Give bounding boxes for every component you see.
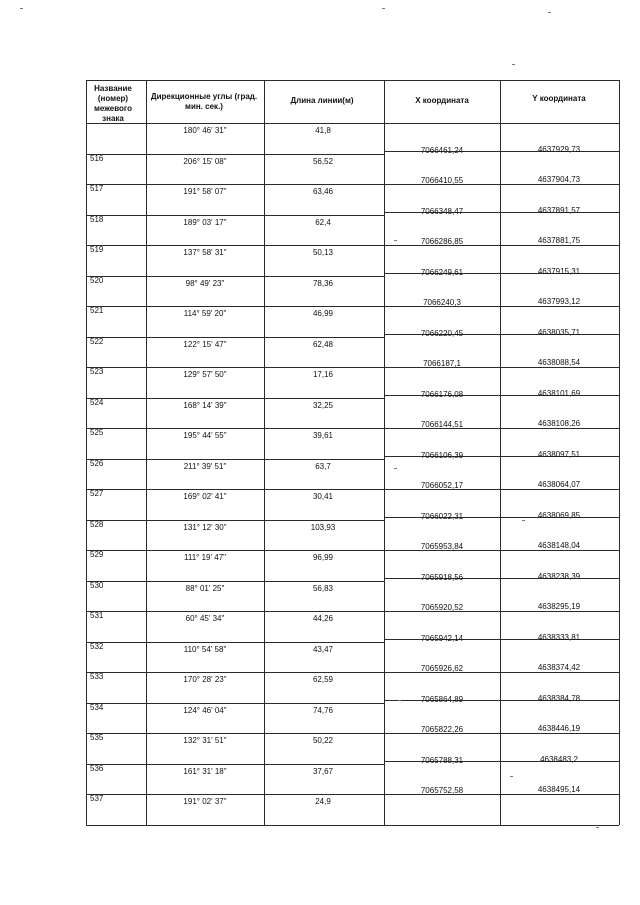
header-x-coordinate: X координата <box>415 96 469 105</box>
y-coordinate-cell: 4638064,07 <box>537 480 581 489</box>
point-name-cell: 519 <box>90 245 104 254</box>
point-name-cell: 527 <box>90 489 104 498</box>
y-coordinate-cell: 4638483,2 <box>540 755 578 764</box>
grid-line <box>264 80 265 825</box>
grid-line <box>86 276 384 277</box>
x-coordinate-cell: 7065920,52 <box>420 603 464 612</box>
point-name-cell: 516 <box>90 154 104 163</box>
grid-line <box>86 80 87 825</box>
point-name-cell: 525 <box>90 428 104 437</box>
length-cell: 41,8 <box>315 126 331 135</box>
x-coordinate-cell: 7066348,47 <box>420 207 464 216</box>
grid-line <box>86 703 384 704</box>
grid-line <box>146 80 147 825</box>
grid-line <box>86 764 384 765</box>
x-coordinate-cell: 7066249,61 <box>420 268 464 277</box>
x-coordinate-cell: 7066240,3 <box>423 298 461 307</box>
y-coordinate-cell: 4637915,31 <box>537 267 581 276</box>
x-coordinate-cell: 7065788,31 <box>420 756 464 765</box>
length-cell: 17,16 <box>312 370 334 379</box>
point-name-cell: 535 <box>90 733 104 742</box>
angle-cell: 132° 31' 51" <box>183 736 227 745</box>
point-name-cell: 530 <box>90 581 104 590</box>
angle-cell: 110° 54' 58" <box>183 645 227 654</box>
x-coordinate-cell: 7066410,55 <box>420 176 464 185</box>
x-coordinate-cell: 7066106,39 <box>420 451 464 460</box>
angle-cell: 137° 58' 31" <box>183 248 227 257</box>
y-coordinate-cell: 4638101,69 <box>537 389 581 398</box>
x-coordinate-cell: 7066461,24 <box>420 146 464 155</box>
grid-line <box>500 80 501 825</box>
point-name-cell: 518 <box>90 215 104 224</box>
x-coordinate-cell: 7066022,31 <box>420 512 464 521</box>
y-coordinate-cell: 4638384,78 <box>537 694 581 703</box>
header-line-length: Длина линии(м) <box>290 96 354 105</box>
point-name-cell: 524 <box>90 398 104 407</box>
grid-line <box>384 80 385 825</box>
y-coordinate-cell: 4638446,19 <box>537 724 581 733</box>
length-cell: 74,76 <box>312 706 334 715</box>
x-coordinate-cell: 7066187,1 <box>423 359 461 368</box>
x-coordinate-cell: 7066286,85 <box>420 237 464 246</box>
angle-cell: 191° 02' 37" <box>183 797 227 806</box>
point-name-cell: 520 <box>90 276 104 285</box>
y-coordinate-cell: 4638035,71 <box>537 328 581 337</box>
length-cell: 44,26 <box>312 614 334 623</box>
length-cell: 32,25 <box>312 401 334 410</box>
y-coordinate-cell: 4638238,39 <box>537 572 581 581</box>
point-name-cell: 522 <box>90 337 104 346</box>
length-cell: 37,67 <box>312 767 334 776</box>
angle-cell: 191° 58' 07" <box>183 187 227 196</box>
angle-cell: 161° 31' 18" <box>183 767 227 776</box>
angle-cell: 111° 19' 47" <box>184 553 226 562</box>
x-coordinate-cell: 7066220,45 <box>420 329 464 338</box>
header-point-name: Название (номер) межевого знака <box>93 84 133 123</box>
point-name-cell: 517 <box>90 184 104 193</box>
angle-cell: 211° 39' 51" <box>183 462 227 471</box>
length-cell: 62,48 <box>312 340 334 349</box>
x-coordinate-cell: 7065942,14 <box>420 634 464 643</box>
grid-line <box>86 520 384 521</box>
y-coordinate-cell: 4638295,19 <box>537 602 581 611</box>
length-cell: 24,9 <box>315 797 331 806</box>
point-name-cell: 526 <box>90 459 104 468</box>
point-name-cell: 533 <box>90 672 104 681</box>
header-y-coordinate: Y координата <box>532 94 586 103</box>
grid-line <box>86 459 384 460</box>
x-coordinate-cell: 7065926,62 <box>420 664 464 673</box>
angle-cell: 131° 12' 30" <box>183 523 227 532</box>
grid-line <box>86 215 384 216</box>
x-coordinate-cell: 7066176,08 <box>420 390 464 399</box>
grid-line <box>86 398 384 399</box>
grid-line <box>86 154 384 155</box>
angle-cell: 122° 15' 47" <box>183 340 227 349</box>
x-coordinate-cell: 7066052,17 <box>420 481 464 490</box>
point-name-cell: 534 <box>90 703 104 712</box>
y-coordinate-cell: 4638108,26 <box>537 419 581 428</box>
angle-cell: 189° 03' 17" <box>183 218 227 227</box>
x-coordinate-cell: 7065822,26 <box>420 725 464 734</box>
length-cell: 39,61 <box>312 431 334 440</box>
angle-cell: 180° 46' 31" <box>183 126 227 135</box>
length-cell: 62,59 <box>312 675 334 684</box>
y-coordinate-cell: 4637929,73 <box>537 145 581 154</box>
x-coordinate-cell: 7066144,51 <box>420 420 464 429</box>
point-name-cell: 529 <box>90 550 104 559</box>
angle-cell: 129° 57' 50" <box>183 370 227 379</box>
length-cell: 63,7 <box>315 462 331 471</box>
y-coordinate-cell: 4638333,81 <box>537 633 581 642</box>
y-coordinate-cell: 4638495,14 <box>537 785 581 794</box>
angle-cell: 88° 01' 25" <box>185 584 225 593</box>
length-cell: 78,36 <box>312 279 334 288</box>
point-name-cell: 528 <box>90 520 104 529</box>
grid-line <box>86 80 619 81</box>
y-coordinate-cell: 4637993,12 <box>537 297 581 306</box>
point-name-cell: 537 <box>90 794 104 803</box>
length-cell: 30,41 <box>312 492 334 501</box>
angle-cell: 98° 49' 23" <box>185 279 225 288</box>
angle-cell: 170° 28' 23" <box>183 675 227 684</box>
x-coordinate-cell: 7065953,84 <box>420 542 464 551</box>
angle-cell: 169° 02' 41" <box>183 492 227 501</box>
grid-line <box>86 581 384 582</box>
point-name-cell: 521 <box>90 306 104 315</box>
angle-cell: 60° 45' 34" <box>185 614 225 623</box>
length-cell: 56,52 <box>312 157 334 166</box>
grid-line <box>86 825 619 826</box>
length-cell: 62,4 <box>315 218 331 227</box>
y-coordinate-cell: 4637881,75 <box>537 236 581 245</box>
point-name-cell: 523 <box>90 367 104 376</box>
length-cell: 50,22 <box>312 736 334 745</box>
point-name-cell: 531 <box>90 611 104 620</box>
length-cell: 96,99 <box>312 553 334 562</box>
x-coordinate-cell: 7065752,58 <box>420 786 464 795</box>
y-coordinate-cell: 4637891,57 <box>537 206 581 215</box>
y-coordinate-cell: 4638069,85 <box>537 511 581 520</box>
length-cell: 56,83 <box>312 584 334 593</box>
angle-cell: 168° 14' 39" <box>183 401 227 410</box>
length-cell: 63,46 <box>312 187 334 196</box>
angle-cell: 114° 59' 20" <box>183 309 227 318</box>
x-coordinate-cell: 7065864,89 <box>420 695 464 704</box>
length-cell: 46,99 <box>312 309 334 318</box>
angle-cell: 124° 46' 04" <box>183 706 227 715</box>
point-name-cell: 536 <box>90 764 104 773</box>
y-coordinate-cell: 4638088,54 <box>537 358 581 367</box>
length-cell: 50,13 <box>312 248 334 257</box>
y-coordinate-cell: 4638374,42 <box>537 663 581 672</box>
y-coordinate-cell: 4638097,51 <box>537 450 581 459</box>
x-coordinate-cell: 7065918,56 <box>420 573 464 582</box>
y-coordinate-cell: 4638148,04 <box>537 541 581 550</box>
grid-line <box>86 123 619 124</box>
grid-line <box>86 642 384 643</box>
length-cell: 103,93 <box>310 523 336 532</box>
angle-cell: 195° 44' 55" <box>183 431 227 440</box>
y-coordinate-cell: 4637904,73 <box>537 175 581 184</box>
header-directional-angle: Дирекционные углы (град. мин. сек.) <box>150 92 258 111</box>
grid-line <box>86 337 384 338</box>
angle-cell: 206° 15' 08" <box>183 157 227 166</box>
length-cell: 43,47 <box>312 645 334 654</box>
point-name-cell: 532 <box>90 642 104 651</box>
grid-line <box>619 80 620 825</box>
